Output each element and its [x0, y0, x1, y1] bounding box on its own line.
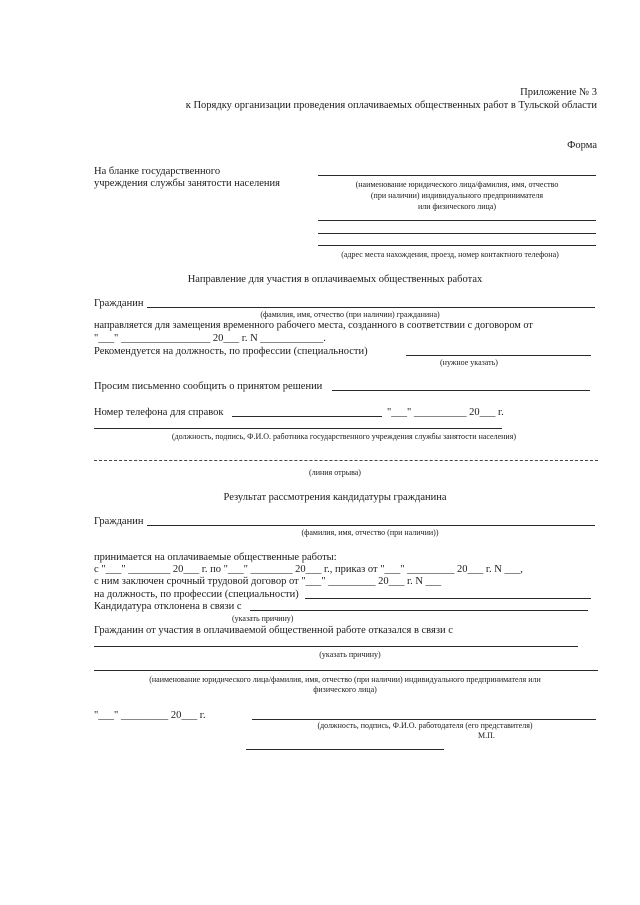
- signature-date[interactable]: "___" _________ 20___ г.: [94, 710, 206, 721]
- position-line[interactable]: [305, 598, 591, 599]
- accepted-text: принимается на оплачиваемые общественные работы:: [94, 552, 337, 563]
- rejected-reason-hint: (указать причину): [232, 614, 294, 623]
- employer-signature-line[interactable]: [252, 719, 596, 720]
- citizen-name-hint: (фамилия, имя, отчество (при наличии) гражданина): [260, 310, 440, 319]
- position-label: на должность, по профессии (специальности): [94, 589, 299, 600]
- referral-title: Направление для участия в оплачиваемых общественных работах: [187, 274, 483, 285]
- address-hint: (адрес места нахождения, проезд, номер контактного телефона): [341, 250, 559, 259]
- addressee-hint-2: (при наличии) индивидуального предпринимателя: [370, 191, 544, 200]
- addressee-hint-1: (наименование юридического лица/фамилия, имя, отчество: [355, 180, 559, 189]
- rejected-reason-line[interactable]: [250, 610, 588, 611]
- recommended-hint: (нужное указать): [440, 358, 498, 367]
- rejected-label: Кандидатура отклонена в связи с: [94, 601, 242, 612]
- employer-signature-hint: (должность, подпись, Ф.И.О. работодателя (его представителя): [317, 721, 533, 730]
- refused-reason-hint: (указать причину): [319, 650, 381, 659]
- tear-line-label: (линия отрыва): [309, 468, 361, 477]
- employment-center-signature-line[interactable]: [94, 428, 502, 429]
- letterhead-line-2: учреждения службы занятости населения: [94, 178, 280, 189]
- result-citizen-label: Гражданин: [94, 516, 144, 527]
- addressee-name-line[interactable]: [318, 175, 596, 176]
- citizen-name-line[interactable]: [147, 307, 595, 308]
- request-line[interactable]: [332, 390, 590, 391]
- stamp-label: М.П.: [478, 731, 495, 740]
- request-label: Просим письменно сообщить о принятом решении: [94, 381, 323, 392]
- directed-text: направляется для замещения временного рабочего места, созданного в соответствии с договором от: [94, 320, 533, 331]
- stamp-line[interactable]: [246, 749, 444, 750]
- citizen-label: Гражданин: [94, 298, 144, 309]
- recommended-label: Рекомендуется на должность, по профессии (специальности): [94, 346, 368, 357]
- appendix-number: Приложение № 3: [520, 87, 597, 98]
- contract-date-line[interactable]: "___" _________________ 20___ г. N ____________.: [94, 333, 326, 344]
- addressee-address-line-3[interactable]: [318, 245, 596, 246]
- refused-label: Гражданин от участия в оплачиваемой общественной работе отказался в связи с: [94, 625, 453, 636]
- addressee-address-line-1[interactable]: [318, 220, 596, 221]
- refused-reason-line[interactable]: [94, 646, 578, 647]
- employer-name-line[interactable]: [94, 670, 598, 671]
- addressee-address-line-2[interactable]: [318, 233, 596, 234]
- phone-date[interactable]: "___" __________ 20___ г.: [387, 407, 504, 418]
- form-label: Форма: [567, 140, 597, 151]
- result-citizen-name-hint: (фамилия, имя, отчество (при наличии)): [301, 528, 439, 537]
- employer-name-hint-1: (наименование юридического лица/фамилия, имя, отчество (при наличии) индивидуального предпринимателя или: [149, 675, 541, 684]
- recommended-position-line[interactable]: [406, 355, 591, 356]
- employer-name-hint-2: физического лица): [313, 685, 377, 694]
- letterhead-line-1: На бланке государственного: [94, 166, 221, 177]
- result-citizen-name-line[interactable]: [147, 525, 595, 526]
- phone-label: Номер телефона для справок: [94, 407, 224, 418]
- tear-line: [94, 460, 598, 461]
- fixed-term-contract-line[interactable]: с ним заключен срочный трудовой договор от "___" _________ 20___ г. N ___: [94, 576, 442, 587]
- appendix-order-reference: к Порядку организации проведения оплачиваемых общественных работ в Тульской области: [185, 100, 597, 111]
- employment-center-signature-hint: (должность, подпись, Ф.И.О. работника государственного учреждения службы занятости населения): [171, 432, 517, 441]
- work-period-line[interactable]: с "___" ________ 20___ г. по "___" ________ 20___ г., приказ от "___" _________ 20___ г. N ___,: [94, 564, 523, 575]
- result-title: Результат рассмотрения кандидатуры гражданина: [223, 492, 447, 503]
- phone-number-line[interactable]: [232, 416, 382, 417]
- addressee-hint-3: или физического лица): [417, 202, 497, 211]
